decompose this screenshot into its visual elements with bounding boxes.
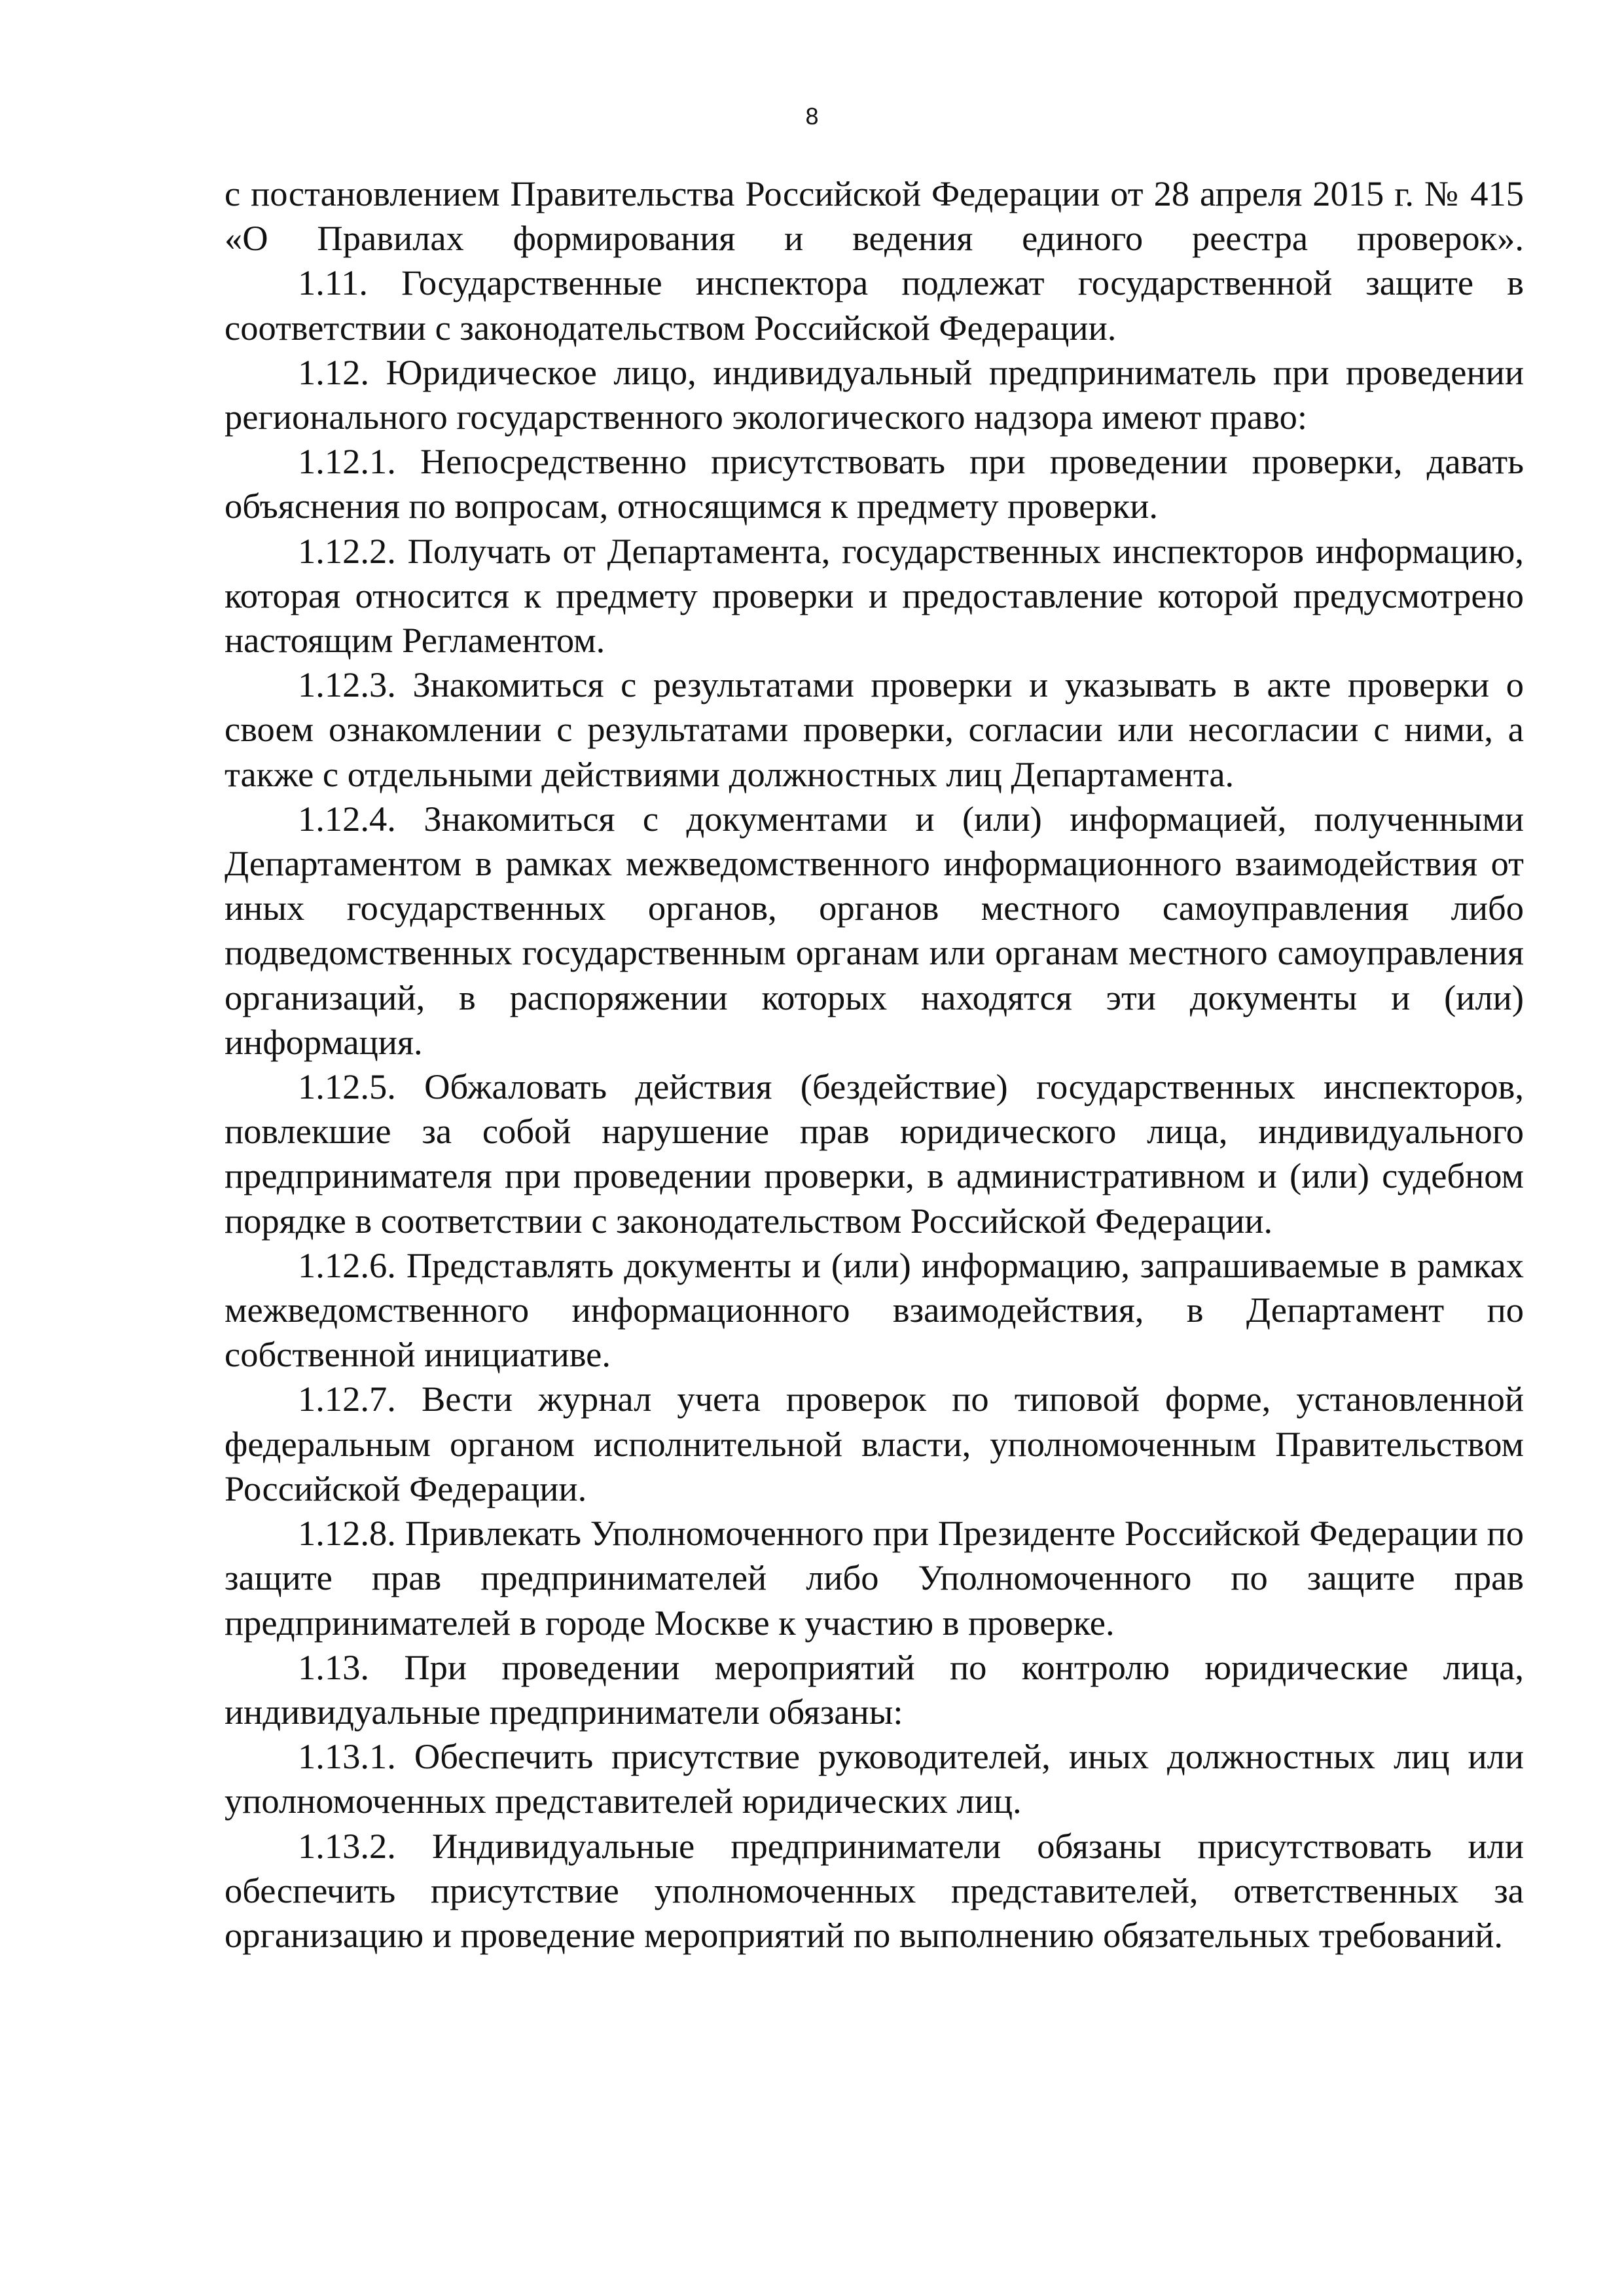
paragraph-1-12-5: 1.12.5. Обжаловать действия (бездействие) государственных инспекторов, повлекшие за собой нарушение прав юридического лица, индивидуального предпринимателя при проведении проверки, в административном и (или) судебном порядке в соответствии с законодательством Российской Федерации. — [225, 1066, 1524, 1241]
paragraph-continuation: с постановлением Правительства Российской Федерации от 28 апреля 2015 г. № 415 «О Правилах формирования и ведения единого реестра проверок». — [225, 173, 1524, 259]
document-body — [225, 172, 1524, 1958]
paragraph-1-13-1: 1.13.1. Обеспечить присутствие руководителей, иных должностных лиц или уполномоченных представителей юридических лиц. — [225, 1736, 1524, 1821]
paragraph-1-12-3: 1.12.3. Знакомиться с результатами проверки и указывать в акте проверки о своем ознакомлении с результатами проверки, согласии или несогласии с ними, а также с отдельными действиями должностных лиц Департамента. — [225, 665, 1524, 794]
paragraph-1-12-4: 1.12.4. Знакомиться с документами и (или) информацией, полученными Департаментом в рамках межведомственного информационного взаимодействия от иных государственных органов, органов местного самоуправления либо подведомственных государственным органам или органам местного самоуправления организаций, в распоряжении которых находятся эти документы и (или) информация. — [225, 798, 1524, 1062]
paragraph-1-11: 1.11. Государственные инспектора подлежат государственной защите в соответствии с законодательством Российской Федерации. — [225, 263, 1524, 348]
paragraph-1-12-6: 1.12.6. Представлять документы и (или) информацию, запрашиваемые в рамках межведомственного информационного взаимодействия, в Департамент по собственной инициативе. — [225, 1245, 1524, 1375]
paragraph-1-13-2: 1.13.2. Индивидуальные предприниматели обязаны присутствовать или обеспечить присутствие уполномоченных представителей, ответственных за организацию и проведение мероприятий по выполнению обязательных требований. — [225, 1825, 1524, 1955]
paragraph-1-12-2: 1.12.2. Получать от Департамента, государственных инспекторов информацию, которая относится к предмету проверки и предоставление которой предусмотрено настоящим Регламентом. — [225, 530, 1524, 661]
paragraph-1-13: 1.13. При проведении мероприятий по контролю юридические лица, индивидуальные предприниматели обязаны: — [225, 1647, 1524, 1732]
paragraph-1-12-1: 1.12.1. Непосредственно присутствовать при проведении проверки, давать объяснения по вопросам, относящимся к предмету проверки. — [225, 441, 1524, 526]
page-number: 8 — [805, 103, 819, 130]
paragraph-1-12-7: 1.12.7. Вести журнал учета проверок по типовой форме, установленной федеральным органом исполнительной власти, уполномоченным Правительством Российской Федерации. — [225, 1379, 1524, 1508]
paragraph-1-12-8: 1.12.8. Привлекать Уполномоченного при Президенте Российской Федерации по защите прав предпринимателей либо Уполномоченного по защите прав предпринимателей в городе Москве к участию в проверке. — [225, 1513, 1524, 1643]
paragraph-1-12: 1.12. Юридическое лицо, индивидуальный предприниматель при проведении регионального государственного экологического надзора имеют право: — [225, 352, 1524, 437]
